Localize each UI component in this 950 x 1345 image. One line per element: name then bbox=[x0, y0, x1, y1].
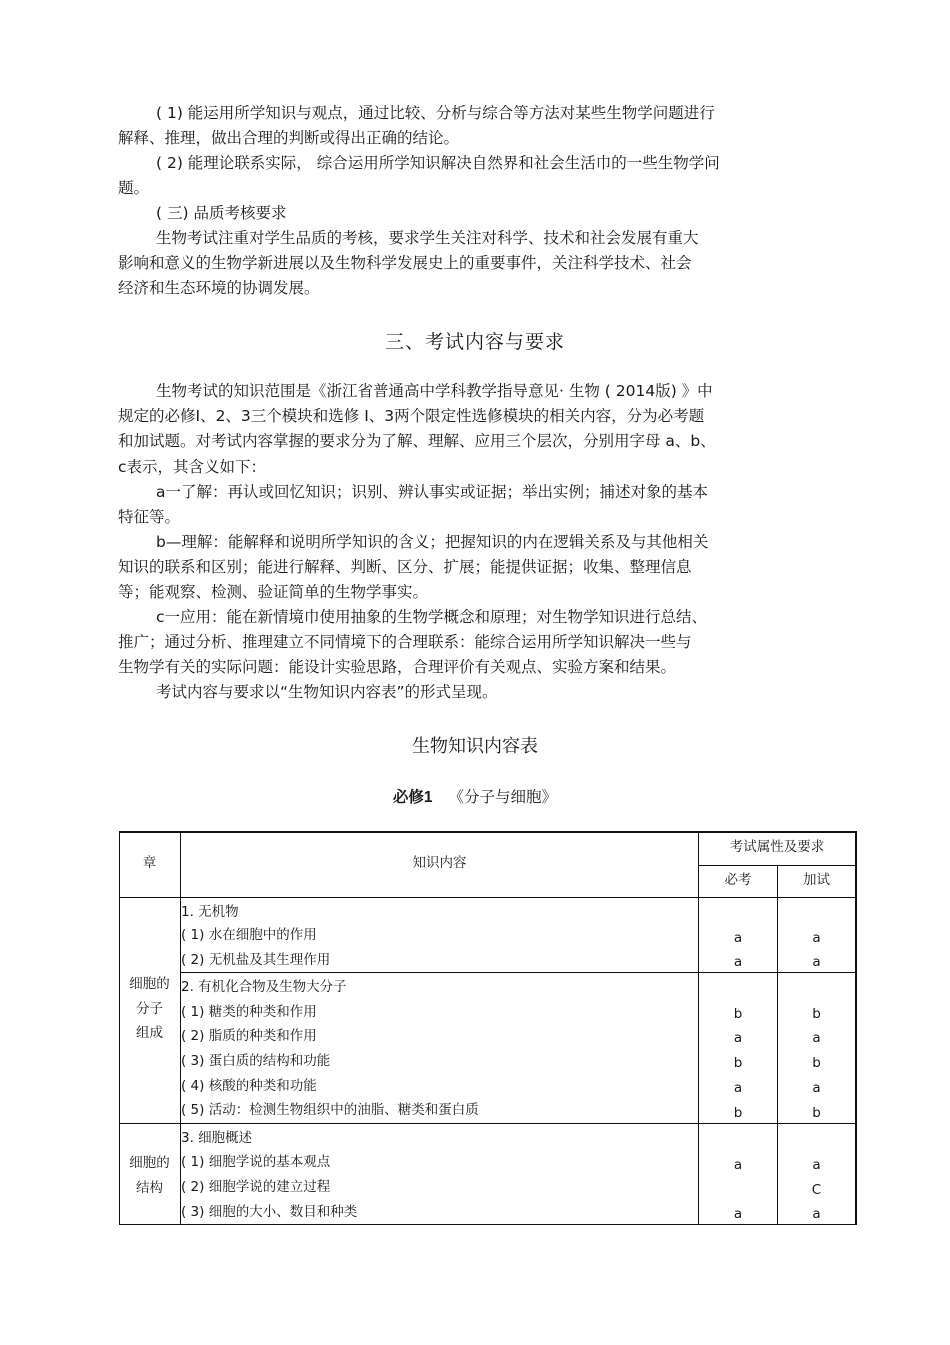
required-level: a bbox=[733, 954, 743, 970]
text-line: 生物考试的知识范围是《浙江省普通高中学科教学指导意见· 生物 ( 2014版) 》中 bbox=[156, 382, 713, 400]
table-row-text: ( 5) 活动：检测生物组织中的油脂、糖类和蛋白质 bbox=[181, 1102, 479, 1118]
text-line: a一了解：再认或回忆知识；识别、辨认事实或证据；举出实例；捕述对象的基本 bbox=[156, 483, 709, 501]
chapter-line: 细胞的 bbox=[129, 976, 170, 992]
table-row-text: ( 1) 细胞学说的基本观点 bbox=[181, 1154, 331, 1170]
required-level: a bbox=[733, 1206, 743, 1222]
intro-item-1 bbox=[118, 101, 838, 151]
knowledge-table bbox=[119, 831, 857, 1225]
extra-level: a bbox=[812, 1206, 821, 1222]
table-row-text: ( 2) 脂质的种类和作用 bbox=[181, 1028, 317, 1044]
header-required: 必考 bbox=[724, 872, 752, 888]
table-row-text: ( 1) 水在细胞中的作用 bbox=[181, 927, 317, 943]
text-line: 规定的必修Ⅰ、2、3三个模块和选修 Ⅰ、3两个限定性选修模块的相关内容，分为必考题 bbox=[118, 407, 705, 426]
table-row-text: ( 1) 糖类的种类和作用 bbox=[181, 1004, 317, 1020]
header-chapter: 章 bbox=[142, 855, 157, 871]
required-level: a bbox=[733, 1030, 743, 1046]
text-line: ( 1) 能运用所学知识与观点，通过比较、分析与综合等方法对某些生物学问题进行 bbox=[156, 104, 715, 122]
table-row-text: ( 2) 细胞学说的建立过程 bbox=[181, 1179, 331, 1195]
module-title bbox=[0, 785, 950, 807]
text-line: 和加试题。对考试内容掌握的要求分为了解、理解、应用三个层次，分别用字母 a、b、 bbox=[118, 432, 716, 451]
chapter-line: 结构 bbox=[136, 1179, 163, 1196]
chapter-label bbox=[119, 1151, 180, 1200]
extra-level: a bbox=[812, 1080, 821, 1096]
intro-item-2 bbox=[118, 151, 838, 201]
extra-level: b bbox=[812, 1105, 821, 1121]
text-line: 影响和意义的生物学新进展以及生物科学发展史上的重要事件，关注科学技术、社会 bbox=[118, 254, 692, 273]
required-level: a bbox=[733, 930, 743, 946]
level-c-paragraph bbox=[118, 605, 838, 681]
closing-paragraph bbox=[118, 680, 838, 705]
section-title: 三、考试内容与要求 bbox=[384, 331, 565, 353]
intro-paragraph bbox=[118, 226, 838, 302]
chapter-label bbox=[119, 972, 180, 1046]
text-line: b—理解：能解释和说明所学知识的含义；把握知识的内在逻辑关系及与其他相关 bbox=[156, 533, 709, 551]
text-line: 考试内容与要求以“生物知识内容表”的形式呈现。 bbox=[156, 683, 498, 701]
extra-level: a bbox=[812, 1030, 821, 1046]
header-extra: 加试 bbox=[803, 872, 830, 888]
required-level: b bbox=[733, 1006, 743, 1022]
text-line: ( 三) 品质考核要求 bbox=[156, 204, 287, 222]
text-line: 推广；通过分析、推理建立不同情境下的合理联系：能综合运用所学知识解决一些与 bbox=[118, 633, 692, 652]
text-line: 生物考试注重对学生品质的考核，要求学生关注对科学、技术和社会发展有重大 bbox=[156, 229, 699, 247]
section-heading: 1. 无机物 bbox=[181, 904, 239, 920]
text-line: 解释、推理，做出合理的判断或得出正确的结论。 bbox=[118, 129, 460, 148]
required-level: b bbox=[733, 1055, 743, 1071]
table-border-top bbox=[119, 831, 857, 833]
table-title: 生物知识内容表 bbox=[412, 736, 538, 757]
module-number: 必修1 bbox=[392, 789, 433, 806]
text-line: 特征等。 bbox=[118, 508, 181, 527]
text-line: c表示，其含义如下： bbox=[118, 457, 267, 476]
module-name: 《分子与细胞》 bbox=[448, 788, 558, 806]
required-level: a bbox=[733, 1080, 743, 1096]
table-rule bbox=[119, 897, 857, 898]
text-line: 经济和生态环境的协调发展。 bbox=[118, 279, 320, 298]
extra-level: b bbox=[812, 1006, 821, 1022]
extra-level: a bbox=[812, 1157, 821, 1173]
table-row-text: ( 3) 细胞的大小、数目和种类 bbox=[181, 1204, 358, 1220]
required-level: b bbox=[733, 1105, 743, 1121]
scope-paragraph bbox=[118, 379, 838, 480]
chapter-line: 组成 bbox=[136, 1025, 163, 1041]
extra-level: a bbox=[812, 954, 821, 970]
level-a-paragraph bbox=[118, 480, 838, 530]
extra-level: C bbox=[811, 1182, 822, 1198]
text-line: 等；能观察、检测、验证简单的生物学事实。 bbox=[118, 583, 429, 602]
required-level: a bbox=[733, 1157, 743, 1173]
text-line: ( 2) 能理论联系实际， 综合运用所学知识解决自然界和社会生活巾的一些生物学问 bbox=[156, 154, 720, 172]
section-heading: 3. 细胞概述 bbox=[181, 1130, 253, 1146]
text-line: 题。 bbox=[118, 179, 150, 198]
header-content: 知识内容 bbox=[412, 855, 467, 871]
table-border-right bbox=[855, 831, 857, 1225]
section-heading: 2. 有机化合物及生物大分子 bbox=[181, 979, 347, 995]
chapter-line: 细胞的 bbox=[129, 1155, 170, 1171]
header-attributes: 考试属性及要求 bbox=[729, 839, 825, 855]
extra-level: b bbox=[812, 1055, 821, 1071]
text-line: 知识的联系和区别；能进行解释、判断、区分、扩展；能提供证据；收集、整理信息 bbox=[118, 558, 692, 577]
level-b-paragraph bbox=[118, 530, 838, 606]
text-line: c一应用：能在新情境巾使用抽象的生物学概念和原理；对生物学知识进行总结、 bbox=[156, 608, 708, 626]
table-row-text: ( 3) 蛋白质的结构和功能 bbox=[181, 1053, 331, 1069]
table-row-text: ( 2) 无机盐及其生理作用 bbox=[181, 952, 331, 968]
extra-level: a bbox=[812, 930, 821, 946]
intro-item-3 bbox=[118, 201, 838, 226]
chapter-line: 分子 bbox=[136, 1000, 163, 1017]
table-row-text: ( 4) 核酸的种类和功能 bbox=[181, 1078, 317, 1094]
text-line: 生物学有关的实际问题：能设计实验思路，合理评价有关观点、实验方案和结果。 bbox=[118, 658, 677, 677]
